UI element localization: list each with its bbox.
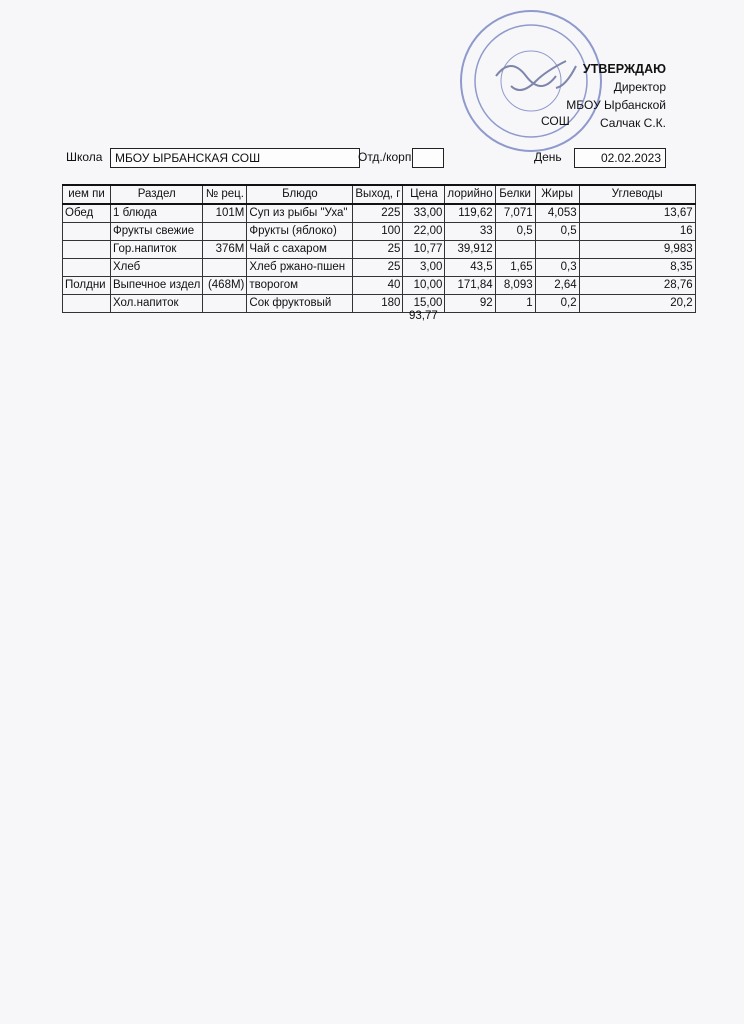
cell-recipe [203,223,247,241]
cell-calories: 92 [445,295,495,313]
cell-carbs: 16 [579,223,695,241]
cell-protein [495,241,535,259]
table-row [63,277,696,295]
cell-protein: 7,071 [495,204,535,223]
table-row [63,259,696,277]
approval-name: Салчак С.К. [599,116,666,130]
col-meal: ием пи [63,185,111,204]
cell-fat: 4,053 [535,204,579,223]
cell-recipe: 101М [203,204,247,223]
cell-dish: Суп из рыбы "Уха" [247,204,353,223]
cell-fat: 0,3 [535,259,579,277]
cell-section: Фрукты свежие [111,223,203,241]
col-fat: Жиры [535,185,579,204]
table-header-row [63,185,696,204]
cell-section: 1 блюда [111,204,203,223]
cell-dish: творогом [247,277,353,295]
cell-carbs: 9,983 [579,241,695,259]
col-protein: Белки [495,185,535,204]
cell-section: Хол.напиток [111,295,203,313]
price-total: 93,77 [409,310,438,322]
cell-fat [535,241,579,259]
cell-recipe: (468М) [203,277,247,295]
col-recipe: № рец. [203,185,247,204]
approval-block [566,60,666,132]
cell-meal [63,223,111,241]
cell-protein: 1,65 [495,259,535,277]
cell-meal [63,295,111,313]
cell-carbs: 20,2 [579,295,695,313]
table-row [63,223,696,241]
menu-table [62,184,696,313]
cell-section: Выпечное издел [111,277,203,295]
cell-yield: 180 [353,295,403,313]
cell-yield: 100 [353,223,403,241]
cell-calories: 43,5 [445,259,495,277]
cell-recipe: 376М [203,241,247,259]
cell-dish: Фрукты (яблоко) [247,223,353,241]
dept-label: Отд./корп [358,150,412,164]
cell-protein: 1 [495,295,535,313]
cell-price: 33,00 [403,204,445,223]
col-carbs: Углеводы [579,185,695,204]
cell-meal: Полдни [63,277,111,295]
cell-dish: Чай с сахаром [247,241,353,259]
cell-carbs: 28,76 [579,277,695,295]
approval-position: Директор [613,80,666,94]
cell-meal: Обед [63,204,111,223]
cell-calories: 33 [445,223,495,241]
cell-price: 3,00 [403,259,445,277]
cell-section: Гор.напиток [111,241,203,259]
col-dish: Блюдо [247,185,353,204]
school-field: МБОУ ЫРБАНСКАЯ СОШ [110,148,360,168]
cell-calories: 39,912 [445,241,495,259]
day-field: 02.02.2023 [574,148,666,168]
cell-carbs: 8,35 [579,259,695,277]
table-row [63,204,696,223]
cell-price: 10,77 [403,241,445,259]
approval-org: МБОУ Ырбанской [566,98,666,112]
cell-dish: Сок фруктовый [247,295,353,313]
col-yield: Выход, г [353,185,403,204]
cell-meal [63,259,111,277]
cell-fat: 0,5 [535,223,579,241]
day-label: День [534,150,562,164]
cell-price: 10,00 [403,277,445,295]
approval-label: УТВЕРЖДАЮ [582,62,666,76]
dept-field [412,148,444,168]
col-calories: лорийно [445,185,495,204]
cell-yield: 25 [353,241,403,259]
table-row [63,295,696,313]
cell-calories: 171,84 [445,277,495,295]
cell-protein: 8,093 [495,277,535,295]
cell-dish: Хлеб ржано-пшен [247,259,353,277]
col-price: Цена [403,185,445,204]
cell-fat: 0,2 [535,295,579,313]
cell-recipe [203,295,247,313]
cell-yield: 40 [353,277,403,295]
approval-org-cont: СОШ [541,114,570,128]
cell-section: Хлеб [111,259,203,277]
col-section: Раздел [111,185,203,204]
cell-yield: 25 [353,259,403,277]
cell-recipe [203,259,247,277]
cell-calories: 119,62 [445,204,495,223]
cell-carbs: 13,67 [579,204,695,223]
school-label: Школа [66,150,103,164]
cell-yield: 225 [353,204,403,223]
cell-fat: 2,64 [535,277,579,295]
table-row [63,241,696,259]
cell-price: 15,00 [403,295,445,313]
cell-meal [63,241,111,259]
cell-price: 22,00 [403,223,445,241]
cell-protein: 0,5 [495,223,535,241]
